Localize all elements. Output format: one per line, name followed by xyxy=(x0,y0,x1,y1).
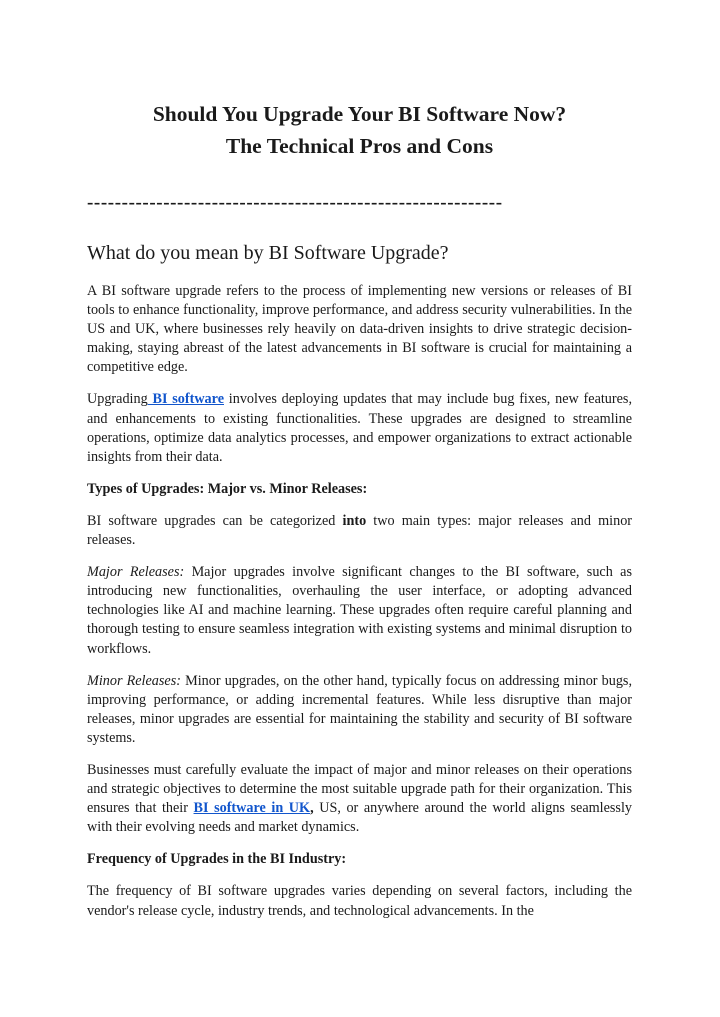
paragraph-text: Upgrading xyxy=(87,391,148,408)
minor-releases-label: Minor Releases: xyxy=(87,672,181,689)
paragraph-text: involves deploying updates that may include bug fixes, new features, and enhancements to existing functionalities. These upgrades are designed to streamline operations, optimize data analytics processes, and empower organizations to extract actionable insights from their data. xyxy=(87,391,632,465)
paragraph-text: BI software upgrades can be categorized xyxy=(87,512,343,529)
paragraph-text: US, or anywhere around the world aligns seamlessly with their evolving needs and market dynamics. xyxy=(87,800,632,836)
subheading-frequency: Frequency of Upgrades in the BI Industry: xyxy=(87,851,347,868)
subheading-types: Types of Upgrades: Major vs. Minor Releases: xyxy=(87,480,368,497)
paragraph-categories xyxy=(87,512,632,550)
bi-software-uk-link[interactable]: BI software in UK xyxy=(193,800,311,817)
paragraph-upgrading xyxy=(87,390,632,466)
major-releases-label: Major Releases: xyxy=(87,564,185,581)
paragraph-text: Major upgrades involve significant changes to the BI software, such as introducing new functionalities, overhauling the user interface, or adopting advanced technologies like AI and machine learning. These upgrades often require careful planning and thorough testing to ensure seamless integration with existing systems and minimal disruption to workflows. xyxy=(87,564,632,657)
dashed-divider: ------------------------------------------------------------ xyxy=(87,192,503,213)
paragraph-text: two main types: major releases and minor releases. xyxy=(87,512,633,549)
paragraph-frequency: The frequency of BI software upgrades varies depending on several factors, including the vendor's release cycle, industry trends, and technological advancements. In the xyxy=(87,883,632,919)
paragraph-major-releases xyxy=(87,563,632,658)
bi-software-link[interactable]: BI software xyxy=(147,391,224,408)
page-title xyxy=(87,98,632,162)
title-line-1: Should You Upgrade Your BI Software Now? xyxy=(152,102,567,126)
paragraph-definition: A BI software upgrade refers to the process of implementing new versions or releases of BI tools to enhance functionality, improve performance, and address security vulnerabilities. In the US and UK, where businesses rely heavily on data-driven insights to drive strategic decision-making, staying abreast of the latest advancements in BI software is crucial for maintaining a competitive edge. xyxy=(87,283,632,376)
section-heading: What do you mean by BI Software Upgrade? xyxy=(87,242,449,264)
paragraph-minor-releases xyxy=(87,672,632,748)
title-line-2: The Technical Pros and Cons xyxy=(225,134,494,158)
document-page xyxy=(87,98,632,921)
bold-comma: , xyxy=(310,800,314,817)
paragraph-text: Businesses must carefully evaluate the impact of major and minor releases on their operations and strategic objectives to determine the most suitable upgrade path for their organization. This ensures that their xyxy=(87,761,632,817)
paragraph-text: Minor upgrades, on the other hand, typically focus on addressing minor bugs, improving performance, or adding incremental features. While less disruptive than major releases, minor upgrades are essential for maintaining the stability and security of BI software systems. xyxy=(87,672,632,746)
bold-text: into xyxy=(342,512,367,529)
paragraph-evaluate xyxy=(87,761,632,837)
